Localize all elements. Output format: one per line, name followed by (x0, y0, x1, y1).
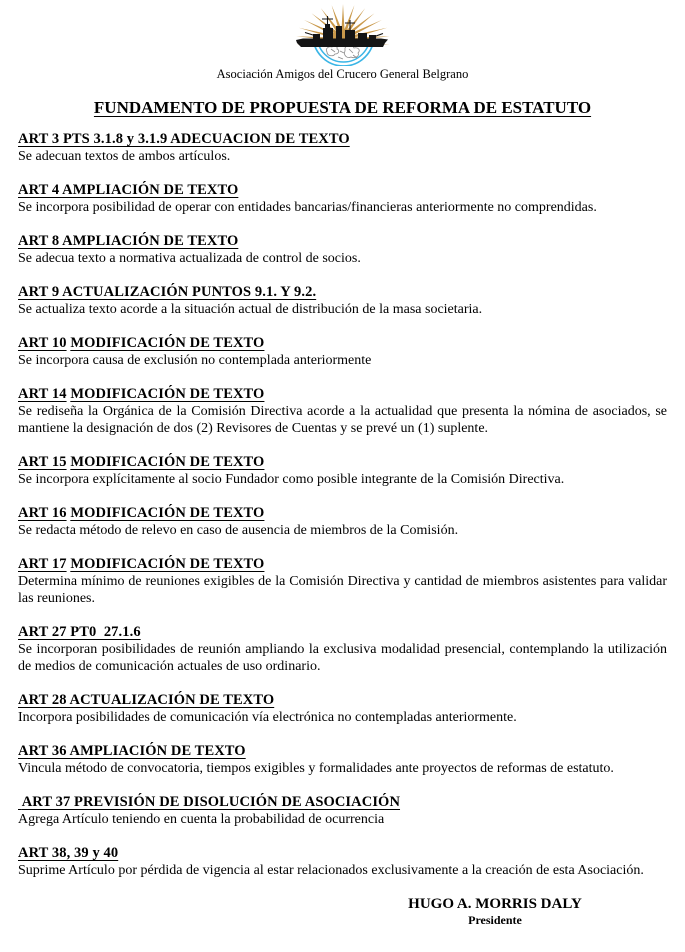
article-section (18, 743, 667, 777)
article-section (18, 624, 667, 675)
association-logo (18, 2, 667, 82)
article-section (18, 284, 667, 318)
section-body: Se incorpora posibilidad de operar con entidades bancarias/financieras anteriormente no comprendidas. (18, 200, 597, 215)
article-section (18, 233, 667, 267)
section-heading (18, 794, 667, 811)
section-heading (18, 845, 667, 862)
section-heading-part: ART 16 (18, 505, 67, 521)
logo-graphic (293, 2, 393, 66)
section-heading (18, 743, 667, 760)
article-section (18, 131, 667, 165)
section-heading-part: ART 17 (18, 556, 67, 572)
section-heading-part: MODIFICACIÓN DE TEXTO (70, 335, 265, 351)
section-heading-part: MODIFICACIÓN DE TEXTO (70, 386, 265, 402)
section-heading-part: ART 27 PT0 27.1.6 (18, 624, 141, 640)
section-heading (18, 131, 667, 148)
section-heading (18, 505, 667, 522)
article-section (18, 692, 667, 726)
section-heading (18, 454, 667, 471)
section-body: Se actualiza texto acorde a la situación actual de distribución de la masa societaria. (18, 302, 483, 317)
section-heading-part: ART 9 ACTUALIZACIÓN PUNTOS 9.1. Y 9.2. (18, 284, 317, 300)
article-section (18, 386, 667, 437)
section-heading-part: ART 28 ACTUALIZACIÓN DE TEXTO (18, 692, 275, 708)
section-body: Se rediseña la Orgánica de la Comisión Directiva acorde a la actualidad que presenta la nómina de asociados, se mantiene la designación de dos (2) Revisores de Cuentas y se prevé un (1) suplente. (18, 404, 667, 436)
section-heading-part: MODIFICACIÓN DE TEXTO (70, 454, 265, 470)
section-heading-part: ART 8 AMPLIACIÓN DE TEXTO (18, 233, 239, 249)
section-heading (18, 233, 667, 250)
page-title (18, 98, 667, 118)
section-heading-part: ART 38, 39 y 40 (18, 845, 119, 861)
section-heading (18, 386, 667, 403)
section-heading-part: MODIFICACIÓN DE TEXTO (70, 505, 265, 521)
islands-sketch (326, 45, 359, 59)
section-body: Suprime Artículo por pérdida de vigencia al estar relacionados exclusivamente a la creación de esta Asociación. (18, 863, 644, 878)
logo-caption: Asociación Amigos del Crucero General Belgrano (216, 67, 469, 81)
section-heading-part: ART 10 (18, 335, 67, 351)
section-heading-part: ART 3 PTS 3.1.8 y 3.1.9 ADECUACION DE TEXTO (18, 131, 350, 147)
sections-list (18, 131, 667, 879)
signer-name: HUGO A. MORRIS DALY (408, 896, 582, 912)
section-heading (18, 284, 667, 301)
section-body: Incorpora posibilidades de comunicación vía electrónica no contempladas anteriormente. (18, 710, 517, 725)
section-body: Se incorpora causa de exclusión no contemplada anteriormente (18, 353, 372, 368)
page-title-text: FUNDAMENTO DE PROPUESTA DE REFORMA DE ESTATUTO (93, 98, 592, 117)
section-heading-part: ART 36 AMPLIACIÓN DE TEXTO (18, 743, 246, 759)
section-heading-part: ART 15 (18, 454, 67, 470)
section-heading (18, 624, 667, 641)
section-body: Se adecua texto a normativa actualizada de control de socios. (18, 251, 361, 266)
section-heading (18, 692, 667, 709)
article-section (18, 505, 667, 539)
article-section (18, 335, 667, 369)
section-body: Se adecuan textos de ambos artículos. (18, 149, 231, 164)
signature-block (395, 896, 595, 927)
section-heading (18, 335, 667, 352)
section-heading-part: ART 37 PREVISIÓN DE DISOLUCIÓN DE ASOCIACIÓN (18, 794, 401, 810)
section-heading (18, 556, 667, 573)
section-body: Vincula método de convocatoria, tiempos exigibles y formalidades ante proyectos de reformas de estatuto. (18, 761, 614, 776)
section-body: Agrega Artículo teniendo en cuenta la probabilidad de ocurrencia (18, 812, 385, 827)
section-heading (18, 182, 667, 199)
section-heading-part: ART 14 (18, 386, 67, 402)
signer-role: Presidente (468, 913, 522, 927)
section-body: Se redacta método de relevo en caso de ausencia de miembros de la Comisión. (18, 523, 459, 538)
section-heading-part: ART 4 AMPLIACIÓN DE TEXTO (18, 182, 239, 198)
article-section (18, 845, 667, 879)
section-body: Se incorporan posibilidades de reunión ampliando la exclusiva modalidad presencial, contemplando la utilización de medios de comunicación actuales de uso ordinario. (18, 642, 667, 674)
section-heading-part: MODIFICACIÓN DE TEXTO (70, 556, 265, 572)
article-section (18, 454, 667, 488)
section-body: Se incorpora explícitamente al socio Fundador como posible integrante de la Comisión Directiva. (18, 472, 565, 487)
section-body: Determina mínimo de reuniones exigibles de la Comisión Directiva y cantidad de miembros asistentes para validar las reuniones. (18, 574, 667, 606)
article-section (18, 182, 667, 216)
article-section (18, 556, 667, 607)
article-section (18, 794, 667, 828)
